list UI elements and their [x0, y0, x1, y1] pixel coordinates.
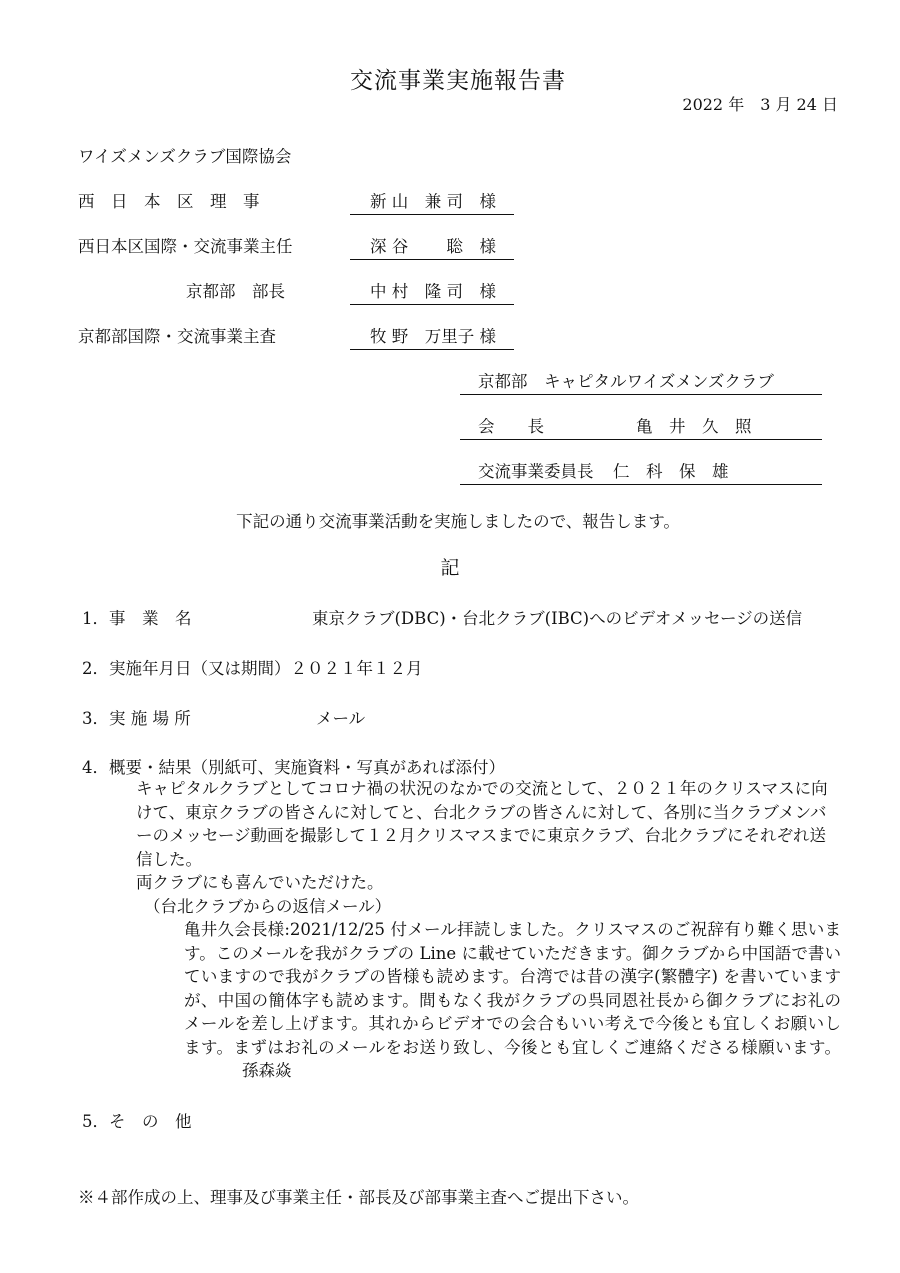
- recipient-name-2: 深 谷 聡 様: [350, 233, 514, 260]
- sender-president-label: 会 長: [478, 417, 544, 436]
- summary-paragraph-2: 両クラブにも喜んでいただけた。: [136, 873, 384, 892]
- sender-president: [460, 413, 822, 440]
- item-summary-label: 4．概要・結果（別紙可、実施資料・写真があれば添付）: [82, 758, 505, 777]
- item-name-value: 東京クラブ(DBC)・台北クラブ(IBC)へのビデオメッセージの送信: [312, 609, 803, 628]
- sender-president-name: 亀 井 久 照: [636, 417, 752, 436]
- recipient-name-1: 新 山 兼 司 様: [350, 188, 514, 215]
- item-place-value: メール: [316, 709, 366, 728]
- recipient-title-1: 西 日 本 区 理 事: [78, 192, 260, 211]
- reply-body: [184, 918, 841, 1083]
- reply-signature: 孫森焱: [242, 1061, 292, 1080]
- recipient-title-2: 西日本区国際・交流事業主任: [78, 237, 293, 256]
- item-place-label: 3．実 施 場 所: [82, 709, 191, 728]
- item-other-label: 5．そ の 他: [82, 1112, 192, 1131]
- intro-text: 下記の通り交流事業活動を実施しましたので、報告します。: [236, 512, 680, 531]
- sender-committee: [460, 458, 822, 485]
- recipient-name-3: 中 村 隆 司 様: [350, 278, 514, 305]
- recipient-name-4: 牧 野 万里子 様: [350, 323, 514, 350]
- item-name-label: 1．事 業 名: [82, 609, 192, 628]
- document-date: 2022 年 3 月 24 日: [682, 95, 838, 114]
- footer-note: ※４部作成の上、理事及び事業主任・部長及び部事業主査へご提出下さい。: [78, 1188, 639, 1207]
- reply-text: 亀井久会長様:2021/12/25 付メール拝読しました。クリスマスのご祝辞有り難く思います。このメールを我がクラブの Line に載せていただきます。御クラブから中国語で書いていますので我がクラブの皆様も読めます。台湾では昔の漢字(繁體字) を書いていますが、中国の簡体字も読めます。間もなく我がクラブの呉同恩社長から御クラブにお礼のメールを差し上げます。其れからビデオでの会合もいい考えで今後とも宜しくお願いします。まずはお礼のメールをお送り致し、今後とも宜しくご連絡くださる様願います。: [184, 920, 841, 1057]
- summary-body: [136, 777, 841, 918]
- addressee-organization: ワイズメンズクラブ国際協会: [78, 147, 292, 166]
- recipient-title-3: 京都部 部長: [186, 282, 285, 301]
- item-date-label: 2．実施年月日（又は期間）２０２１年１２月: [82, 659, 423, 678]
- recipient-title-4: 京都部国際・交流事業主査: [78, 327, 276, 346]
- sender-committee-name: 仁 科 保 雄: [613, 462, 729, 481]
- reply-heading: （台北クラブからの返信メール）: [144, 896, 392, 916]
- summary-paragraph-1: キャピタルクラブとしてコロナ禍の状況のなかでの交流として、２０２１年のクリスマスに向けて、東京クラブの皆さんに対してと、台北クラブの皆さんに対して、各別に当クラブメンバーのメッセージ動画を撮影して１２月クリスマスまでに東京クラブ、台北クラブにそれぞれ送信した。: [136, 779, 828, 869]
- sender-club-name: 京都部 キャピタルワイズメンズクラブ: [478, 372, 774, 391]
- ki-heading: 記: [440, 557, 460, 579]
- sender-club: [460, 368, 822, 395]
- document-title: 交流事業実施報告書: [350, 68, 566, 94]
- sender-committee-label: 交流事業委員長: [478, 462, 594, 481]
